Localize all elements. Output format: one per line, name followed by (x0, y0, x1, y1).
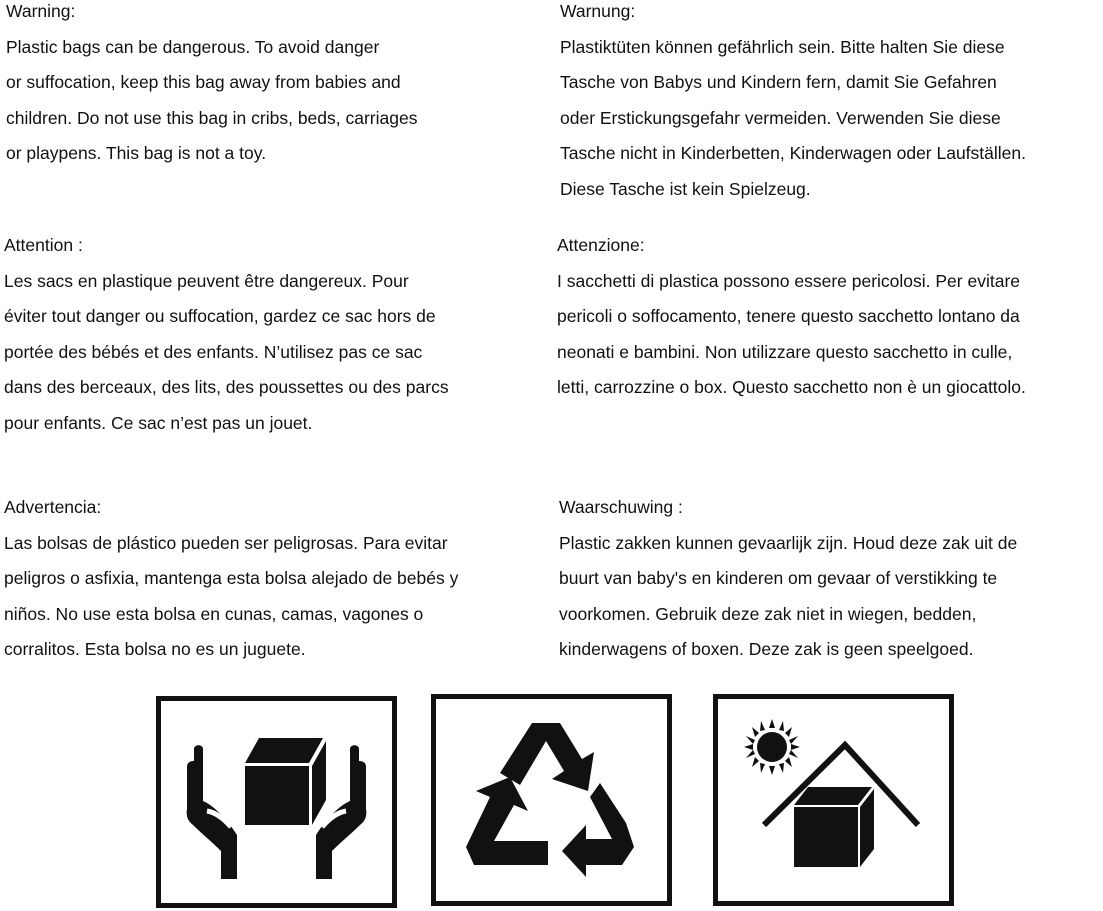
warning-line: voorkomen. Gebruik deze zak niet in wiegen, bedden, (559, 603, 977, 624)
warning-line: Plastic bags can be dangerous. To avoid danger (6, 36, 380, 57)
warning-line: Plastiktüten können gefährlich sein. Bitte halten Sie diese (560, 36, 1005, 57)
warning-line: peligros o asfixia, mantenga esta bolsa alejado de bebés y (4, 568, 459, 589)
warning-block-dutch (559, 490, 1017, 668)
keep-dry-under-roof-sun-icon (718, 699, 949, 901)
warning-line: Tasche nicht in Kinderbetten, Kinderwagen oder Laufställen. (560, 143, 1026, 164)
warning-line: Diese Tasche ist kein Spielzeug. (560, 178, 811, 199)
warning-line: letti, carrozzine o box. Questo sacchetto non è un giocattolo. (557, 377, 1026, 398)
warning-block-french (4, 228, 449, 442)
recycle-symbol (431, 694, 672, 906)
warning-heading: Attenzione: (557, 235, 645, 255)
warning-line: Les sacs en plastique peuvent être dangereux. Pour (4, 270, 409, 291)
warning-line: children. Do not use this bag in cribs, beds, carriages (6, 107, 418, 128)
warning-line: oder Erstickungsgefahr vermeiden. Verwenden Sie diese (560, 107, 1001, 128)
warning-line: or suffocation, keep this bag away from babies and (6, 72, 401, 93)
warning-line: pour enfants. Ce sac n’est pas un jouet. (4, 412, 313, 433)
warning-line: buurt van baby's en kinderen om gevaar of verstikking te (559, 568, 998, 589)
warning-block-english (6, 0, 417, 172)
warning-line: dans des berceaux, des lits, des poussettes ou des parcs (4, 377, 449, 398)
warning-heading: Warnung: (560, 1, 636, 21)
warning-line: corralitos. Esta bolsa no es un juguete. (4, 639, 306, 660)
warning-heading: Advertencia: (4, 497, 102, 517)
warning-line: I sacchetti di plastica possono essere pericolosi. Per evitare (557, 270, 1021, 291)
warning-block-italian (557, 228, 1026, 406)
warning-line: kinderwagens of boxen. Deze zak is geen speelgoed. (559, 639, 974, 660)
warning-heading: Attention : (4, 235, 83, 255)
recycle-icon (436, 699, 667, 901)
warning-line: éviter tout danger ou suffocation, gardez ce sac hors de (4, 306, 436, 327)
warning-heading: Warning: (6, 1, 76, 21)
warning-block-spanish (4, 490, 458, 668)
warning-line: neonati e bambini. Non utilizzare questo sacchetto in culle, (557, 341, 1013, 362)
warning-block-german (560, 0, 1026, 208)
handle-with-care-icon (161, 701, 392, 903)
warning-line: or playpens. This bag is not a toy. (6, 143, 267, 164)
warning-heading: Waarschuwing : (559, 497, 683, 517)
warning-line: Plastic zakken kunnen gevaarlijk zijn. Houd deze zak uit de (559, 532, 1018, 553)
warning-line: Tasche von Babys und Kindern fern, damit Sie Gefahren (560, 72, 997, 93)
warning-line: pericoli o soffocamento, tenere questo sacchetto lontano da (557, 306, 1020, 327)
keep-dry-symbol (713, 694, 954, 906)
warning-line: niños. No use esta bolsa en cunas, camas, vagones o (4, 603, 424, 624)
warning-line: Las bolsas de plástico pueden ser peligrosas. Para evitar (4, 532, 448, 553)
warning-line: portée des bébés et des enfants. N’utilisez pas ce sac (4, 341, 423, 362)
handle-with-care-symbol (156, 696, 397, 908)
